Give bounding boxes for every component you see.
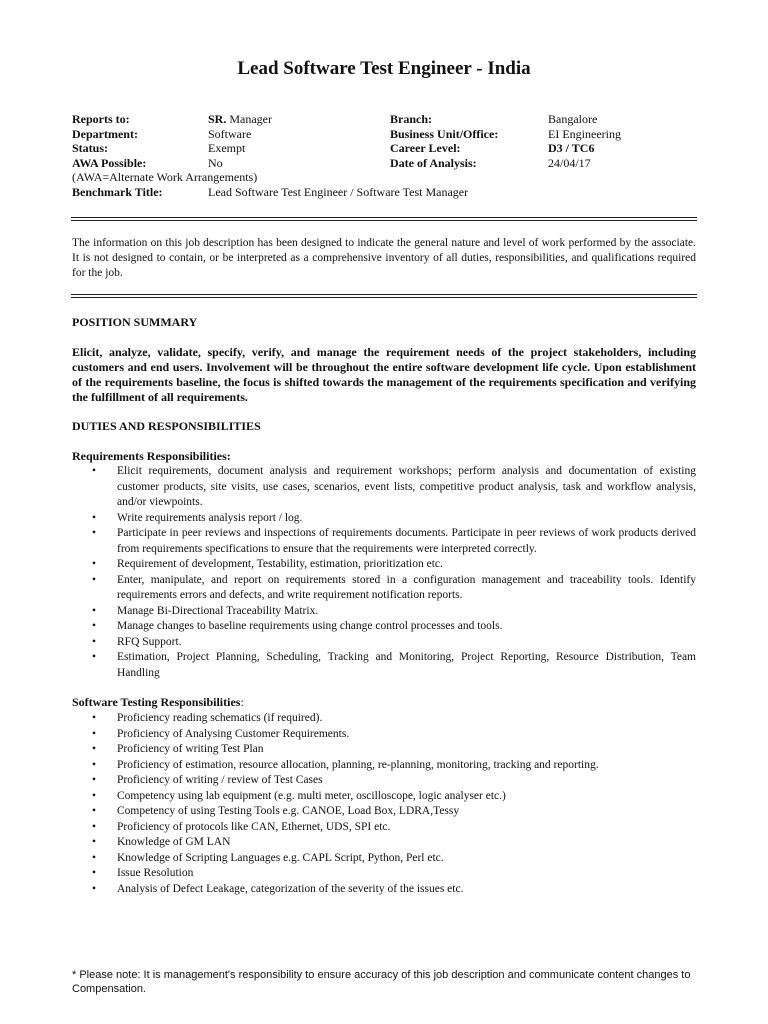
date-label: Date of Analysis: [390, 155, 477, 170]
list-item [72, 511, 696, 527]
reports-to-value: SR. Manager [208, 112, 272, 126]
bullet-icon: • [92, 758, 97, 771]
business-unit-label: Business Unit/Office: [390, 126, 499, 141]
list-item [72, 758, 696, 774]
list-item [72, 851, 696, 867]
bullet-icon: • [92, 620, 97, 632]
list-item-text: Knowledge of GM LAN [117, 836, 231, 848]
branch-label: Branch: [390, 112, 432, 126]
bullet-icon: • [92, 789, 97, 802]
list-item [72, 650, 696, 681]
list-item [72, 789, 696, 805]
document-title: Lead Software Test Engineer - India [237, 58, 531, 79]
divider-top-2 [71, 220, 697, 221]
requirements-heading: Requirements Responsibilities: [72, 449, 231, 463]
meta-row-status [72, 141, 698, 156]
position-summary-text: Elicit, analyze, validate, specify, verify, and manage the requirement needs of the project stakeholders, including customers and end users. Involvement will be throughout the entire software development life cycle. Upon establishment of the requirements baseline, the focus is shifted towards the management of the requirements specification and verifying the fulfillment of all requirements. [72, 345, 696, 404]
reports-to-label: Reports to: [72, 112, 130, 126]
list-item [72, 882, 696, 898]
bullet-icon: • [92, 651, 97, 663]
bullet-icon: • [92, 805, 97, 817]
list-item-text: Write requirements analysis report / log. [117, 511, 303, 524]
list-item-text: Elicit requirements, document analysis and requirement workshops; perform analysis and documentation of existing customer products, site visits, use cases, scenarios, event lists, competitive product analysis, task and workflow analysis, and/or viewpoints. [117, 465, 696, 508]
bullet-icon: • [92, 604, 97, 617]
list-item-text: Issue Resolution [117, 867, 194, 879]
bullet-icon: • [92, 727, 97, 740]
list-item-text: Proficiency of writing Test Plan [117, 743, 264, 755]
list-item [72, 464, 696, 511]
duties-heading: DUTIES AND RESPONSIBILITIES [72, 419, 261, 433]
bullet-icon: • [92, 867, 97, 879]
list-item [72, 604, 696, 620]
list-item [72, 804, 696, 820]
position-summary-heading: POSITION SUMMARY [72, 315, 198, 329]
meta-row-department [72, 127, 698, 142]
list-item-text: Proficiency of protocols like CAN, Ethernet, UDS, SPI etc. [117, 820, 391, 833]
list-item-text: Proficiency reading schematics (if required). [117, 712, 323, 724]
testing-list [72, 711, 696, 897]
meta-row-awa [72, 156, 698, 171]
bullet-icon: • [92, 743, 97, 755]
list-item-text: Estimation, Project Planning, Scheduling, Tracking and Monitoring, Project Reporting, Resource Distribution, Team Handling [117, 651, 696, 679]
meta-row-awa-note [72, 170, 698, 185]
benchmark-label: Benchmark Title: [72, 184, 163, 199]
bullet-icon: • [92, 511, 97, 524]
awa-note: (AWA=Alternate Work Arrangements) [72, 170, 258, 185]
list-item-text: Manage Bi-Directional Traceability Matrix. [117, 604, 319, 617]
list-item-text: Enter, manipulate, and report on requirements stored in a configuration management and traceability tools. Identify requirements errors and defects, and write requirement notification reports. [117, 573, 696, 601]
career-level-value: D3 / TC6 [548, 141, 595, 156]
meta-row-benchmark [72, 185, 698, 200]
list-item-text: Knowledge of Scripting Languages e.g. CAPL Script, Python, Perl etc. [117, 851, 444, 864]
bullet-icon: • [92, 882, 97, 895]
list-item [72, 557, 696, 573]
bullet-icon: • [92, 851, 97, 864]
intro-paragraph: The information on this job description has been designed to indicate the general nature and level of work performed by the associate. It is not designed to contain, or be interpreted as a comprehensive inventory of all duties, responsibilities, and qualifications required for the job. [72, 237, 696, 279]
date-value: 24/04/17 [548, 155, 591, 170]
awa-value: No [208, 155, 223, 170]
list-item [72, 820, 696, 836]
bullet-icon: • [92, 774, 97, 786]
list-item [72, 835, 696, 851]
awa-label: AWA Possible: [72, 155, 147, 170]
department-label: Department: [72, 126, 138, 141]
status-label: Status: [72, 141, 109, 156]
testing-heading: Software Testing Responsibilities: [72, 695, 244, 709]
bullet-icon: • [92, 465, 97, 477]
list-item [72, 727, 696, 743]
job-meta-table [72, 112, 698, 200]
divider-top-1 [71, 217, 697, 218]
list-item-text: Participate in peer reviews and inspections of requirements documents. Participate in peer reviews of work products derived from requirements specifications to ensure that the requirements were interpreted correctly. [117, 527, 696, 555]
divider-mid-1 [71, 294, 697, 295]
bullet-icon: • [92, 820, 97, 833]
bullet-icon: • [92, 558, 97, 570]
benchmark-value: Lead Software Test Engineer / Software Test Manager [208, 184, 469, 199]
list-item [72, 526, 696, 557]
list-item-text: Analysis of Defect Leakage, categorization of the severity of the issues etc. [117, 882, 464, 895]
list-item-text: Competency using lab equipment (e.g. multi meter, oscilloscope, logic analyser etc.) [117, 789, 506, 802]
list-item-text: Requirement of development, Testability, estimation, prioritization etc. [117, 558, 443, 570]
branch-value: Bangalore [548, 112, 598, 126]
list-item [72, 619, 696, 635]
business-unit-value: EI Engineering [548, 126, 621, 141]
career-level-label: Career Level: [390, 141, 461, 156]
list-item [72, 866, 696, 882]
list-item-text: RFQ Support. [117, 635, 182, 648]
list-item [72, 742, 696, 758]
list-item [72, 573, 696, 604]
list-item-text: Proficiency of writing / review of Test Cases [117, 774, 323, 786]
bullet-icon: • [92, 836, 97, 848]
bullet-icon: • [92, 573, 97, 586]
requirements-list [72, 464, 696, 681]
department-value: Software [208, 126, 252, 141]
status-value: Exempt [208, 141, 246, 156]
list-item [72, 635, 696, 651]
list-item-text: Proficiency of Analysing Customer Requirements. [117, 727, 350, 740]
bullet-icon: • [92, 635, 97, 648]
compensation-note: * Please note: It is management's responsibility to ensure accuracy of this job description and communicate content changes to Compensation. [72, 969, 691, 995]
meta-row-reports [72, 112, 698, 127]
list-item-text: Proficiency of estimation, resource allocation, planning, re-planning, monitoring, tracking and reporting. [117, 758, 599, 771]
list-item-text: Competency of using Testing Tools e.g. CANOE, Load Box, LDRA,Tessy [117, 805, 460, 817]
list-item-text: Manage changes to baseline requirements using change control processes and tools. [117, 620, 503, 632]
divider-mid-2 [71, 297, 697, 298]
bullet-icon: • [92, 712, 97, 724]
bullet-icon: • [92, 527, 97, 539]
list-item [72, 711, 696, 727]
list-item [72, 773, 696, 789]
